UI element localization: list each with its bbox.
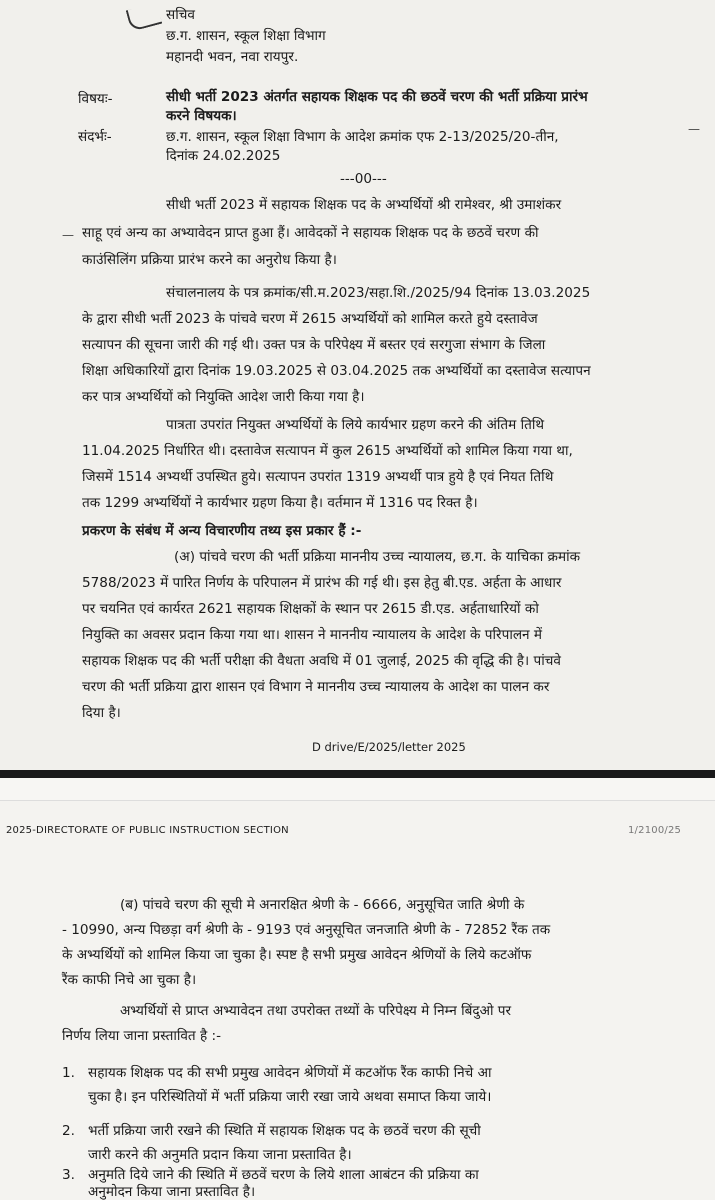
point-line: अनुमोदन किया जाना प्रस्तावित है। bbox=[88, 1184, 256, 1200]
page-reference-number: 1/2100/25 bbox=[628, 825, 682, 836]
point-line: जारी करने की अनुमति प्रदान किया जाना प्रस्तावित है। bbox=[88, 1147, 352, 1163]
para2-line: कर पात्र अभ्यर्थियों को नियुक्ति आदेश जारी किया गया है। bbox=[82, 389, 365, 405]
point-line: भर्ती प्रक्रिया जारी रखने की स्थिति में सहायक शिक्षक पद के छठवें चरण की सूची bbox=[88, 1123, 481, 1139]
para2-line: संचालनालय के पत्र क्रमांक/सी.म.2023/सहा.शि./2025/94 दिनांक 13.03.2025 bbox=[166, 285, 591, 301]
para4-line: नियुक्ति का अवसर प्रदान किया गया था। शासन ने माननीय न्यायालय के आदेश के परिपालन में bbox=[82, 627, 543, 643]
para4-line: चरण की भर्ती प्रक्रिया द्वारा शासन एवं विभाग ने माननीय उच्च न्यायालय के आदेश का पालन कर bbox=[82, 679, 550, 695]
subject-line-1: सीधी भर्ती 2023 अंतर्गत सहायक शिक्षक पद की छठवें चरण की भर्ती प्रक्रिया प्रारंभ bbox=[166, 89, 588, 105]
subject-line-2: करने विषयक। bbox=[166, 108, 237, 124]
para4-line: दिया है। bbox=[82, 705, 121, 721]
subject-label: विषयः- bbox=[78, 91, 113, 107]
para1-line: साहू एवं अन्य का अभ्यावेदन प्राप्त हुआ हैं। आवेदकों ने सहायक शिक्षक पद के छठवें चरण की bbox=[82, 225, 539, 241]
para4-line: पर चयनित एवं कार्यरत 2621 सहायक शिक्षकों के स्थान पर 2615 डी.एड. अर्हताधारियों को bbox=[82, 601, 539, 617]
margin-dash-mark: — bbox=[62, 228, 74, 242]
para4-line: सहायक शिक्षक पद की भर्ती परीक्षा की वैधता अवधि में 01 जुलाई, 2025 की वृद्धि की है। पांचवे bbox=[82, 653, 561, 669]
para5-line: के अभ्यर्थियों को शामिल किया जा चुका है। स्पष्ट है सभी प्रमुख आवेदन श्रेणियों के लिये कटऑफ bbox=[62, 947, 532, 963]
para3-line: जिसमें 1514 अभ्यर्थी उपस्थित हुये। सत्यापन उपरांत 1319 अभ्यर्थी पात्र हुये है एवं नियत तिथि bbox=[82, 469, 554, 485]
para5-line: रैंक काफी निचे आ चुका है। bbox=[62, 972, 197, 988]
point-line: अनुमति दिये जाने की स्थिति में छठवें चरण के लिये शाला आबंटन की प्रक्रिया का bbox=[88, 1167, 479, 1183]
point-number: 2. bbox=[62, 1123, 75, 1139]
addressee-line-2: छ.ग. शासन, स्कूल शिक्षा विभाग bbox=[166, 28, 326, 44]
reference-label: संदर्भः- bbox=[78, 129, 112, 145]
para2-line: शिक्षा अधिकारियों द्वारा दिनांक 19.03.2025 से 03.04.2025 तक अभ्यर्थियों का दस्तावेज सत्यापन bbox=[82, 363, 591, 379]
point-line: सहायक शिक्षक पद की सभी प्रमुख आवेदन श्रेणियों में कटऑफ रैंक काफी निचे आ bbox=[88, 1065, 492, 1081]
para3-line: तक 1299 अभ्यर्थियों ने कार्यभार ग्रहण किया है। वर्तमान में 1316 पद रिक्त है। bbox=[82, 495, 478, 511]
page-header-strip bbox=[0, 778, 715, 801]
para4-line: 5788/2023 में पारित निर्णय के परिपालन में प्रारंभ की गई थी। इस हेतु बी.एड. अर्हता के आधार bbox=[82, 575, 562, 591]
point-number: 3. bbox=[62, 1167, 75, 1183]
file-path-footer: D drive/E/2025/letter 2025 bbox=[312, 740, 466, 754]
margin-dash-mark: — bbox=[688, 122, 700, 136]
point-number: 1. bbox=[62, 1065, 75, 1081]
section-heading: प्रकरण के संबंध में अन्य विचारणीय तथ्य इस प्रकार हैं :- bbox=[82, 523, 362, 539]
reference-line-2: दिनांक 24.02.2025 bbox=[166, 148, 281, 164]
addressee-line-1: सचिव bbox=[166, 7, 195, 23]
para5-line: - 10990, अन्य पिछड़ा वर्ग श्रेणी के - 9193 एवं अनुसूचित जनजाति श्रेणी के - 72852 रैंक तक bbox=[62, 922, 551, 938]
para2-line: सत्यापन की सूचना जारी की गई थी। उक्त पत्र के परिपेक्ष्य में बस्तर एवं सरगुजा संभाग के जिला bbox=[82, 337, 546, 353]
reference-line-1: छ.ग. शासन, स्कूल शिक्षा विभाग के आदेश क्रमांक एफ 2-13/2025/20-तीन, bbox=[166, 129, 559, 145]
separator: ---00--- bbox=[340, 171, 387, 187]
document-page-2 bbox=[0, 778, 715, 1200]
para4-line: (अ) पांचवे चरण की भर्ती प्रक्रिया माननीय उच्च न्यायालय, छ.ग. के याचिका क्रमांक bbox=[174, 549, 581, 565]
addressee-line-3: महानदी भवन, नवा रायपुर. bbox=[166, 49, 299, 65]
point-line: चुका है। इन परिस्थितियों में भर्ती प्रक्रिया जारी रखा जाये अथवा समाप्त किया जाये। bbox=[88, 1089, 492, 1105]
handwritten-tick-mark bbox=[126, 2, 163, 32]
para6-line: निर्णय लिया जाना प्रस्तावित है :- bbox=[62, 1028, 222, 1044]
para5-line: (ब) पांचवे चरण की सूची मे अनारक्षित श्रेणी के - 6666, अनुसूचित जाति श्रेणी के bbox=[120, 897, 525, 913]
para6-line: अभ्यर्थियों से प्राप्त अभ्यावेदन तथा उपरोक्त तथ्यों के परिपेक्ष्य मे निम्न बिंदुओ पर bbox=[120, 1003, 512, 1019]
section-header-label: 2025-DIRECTORATE OF PUBLIC INSTRUCTION SECTION bbox=[6, 825, 289, 836]
para1-line: काउंसिलिंग प्रक्रिया प्रारंभ करने का अनुरोध किया है। bbox=[82, 252, 337, 268]
para2-line: के द्वारा सीधी भर्ती 2023 के पांचवे चरण में 2615 अभ्यर्थियों को शामिल करते हुये दस्तावेज bbox=[82, 311, 538, 327]
para1-line: सीधी भर्ती 2023 में सहायक शिक्षक पद के अभ्यर्थियों श्री रामेश्वर, श्री उमाशंकर bbox=[166, 197, 562, 213]
para3-line: 11.04.2025 निर्धारित थी। दस्तावेज सत्यापन में कुल 2615 अभ्यर्थियों को शामिल किया गया था, bbox=[82, 443, 573, 459]
para3-line: पात्रता उपरांत नियुक्त अभ्यर्थियों के लिये कार्यभार ग्रहण करने की अंतिम तिथि bbox=[166, 417, 545, 433]
